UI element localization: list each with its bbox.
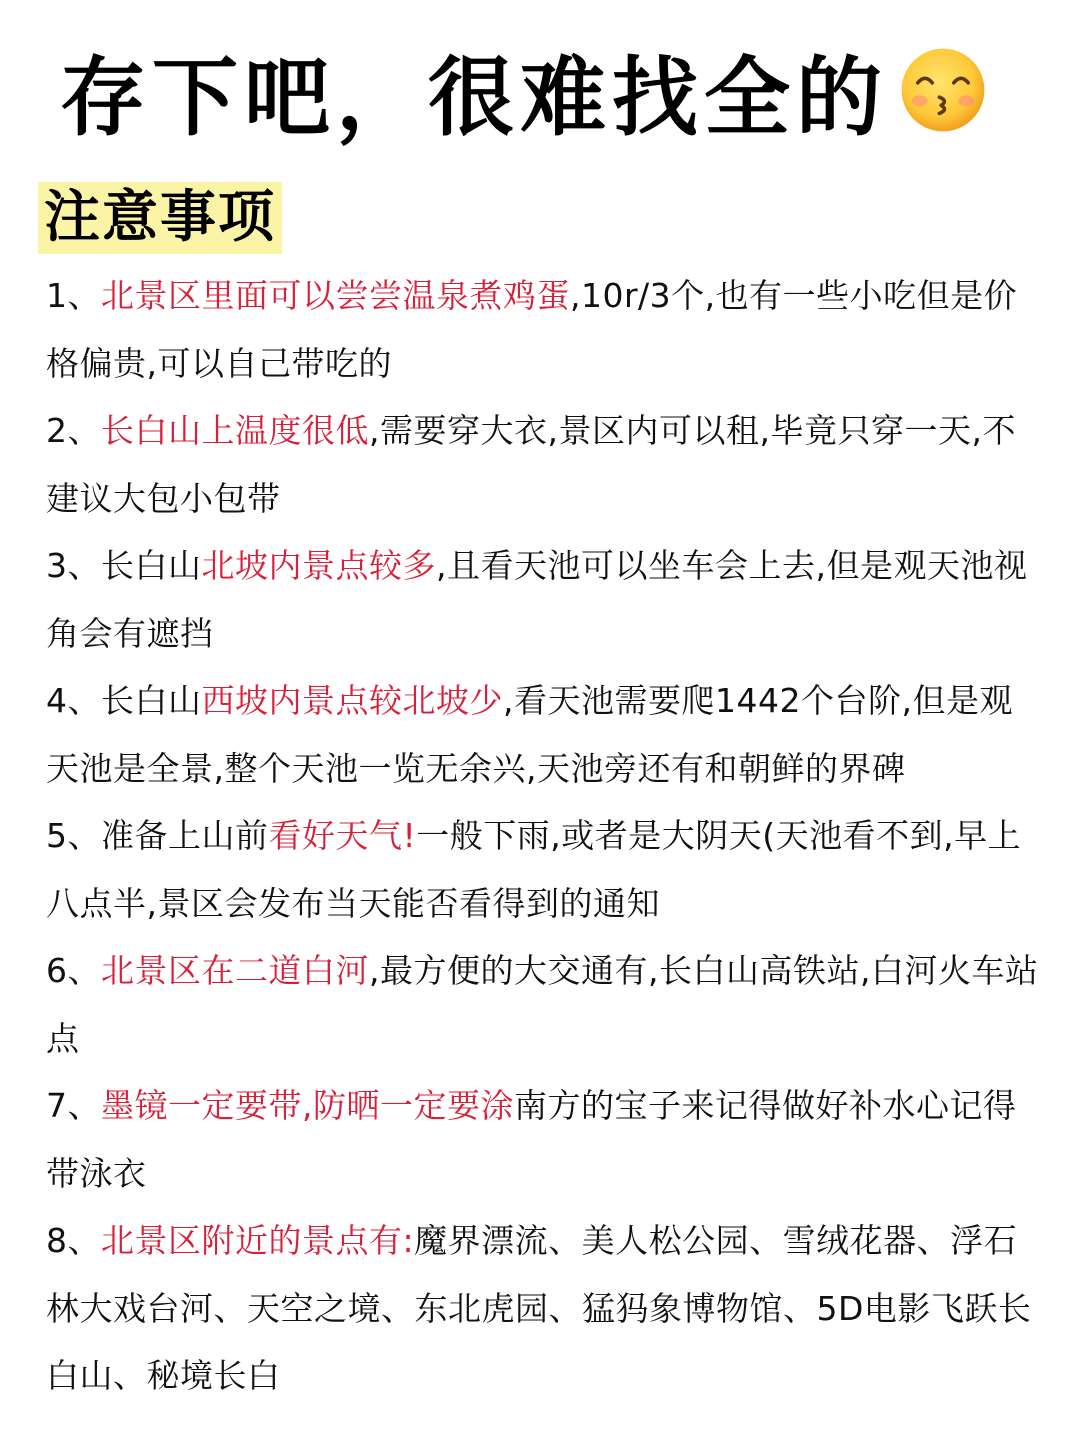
item-number: 1、	[46, 276, 101, 315]
item-text: ,最方便的大交通有,长白山高铁站,白河火车站点	[46, 951, 1039, 1058]
tips-list	[46, 262, 1046, 1410]
section-heading: 注意事项	[38, 182, 282, 254]
item-text: 南方的宝子来记得做好补水心记得带泳衣	[46, 1086, 1017, 1193]
item-highlight: 看好天气!	[268, 816, 417, 855]
item-text: 一般下雨,或者是大阴天(天池看不到,早上八点半,景区会发布当天能否看得到的通知	[46, 816, 1022, 923]
list-item	[46, 397, 1046, 532]
item-text: 魔界漂流、美人松公园、雪绒花器、浮石林大戏台河、天空之境、东北虎园、猛犸象博物馆、5D电影飞跃长白山、秘境长白	[46, 1221, 1032, 1395]
item-highlight: 西坡内景点较北坡少	[201, 681, 503, 720]
item-number: 6、	[46, 951, 101, 990]
list-item	[46, 262, 1046, 397]
item-prefix: 长白山	[101, 681, 202, 720]
list-item	[46, 667, 1046, 802]
item-text: ,10r/3个,也有一些小吃但是价格偏贵,可以自己带吃的	[46, 276, 1018, 383]
item-number: 2、	[46, 411, 101, 450]
item-highlight: 北坡内景点较多	[201, 546, 436, 585]
item-prefix: 准备上山前	[101, 816, 269, 855]
item-highlight: 长白山上温度很低	[101, 411, 369, 450]
item-text: ,且看天池可以坐车会上去,但是观天池视角会有遮挡	[46, 546, 1028, 653]
item-highlight: 北景区在二道白河	[101, 951, 369, 990]
item-number: 4、	[46, 681, 101, 720]
item-highlight: 北景区里面可以尝尝温泉煮鸡蛋	[101, 276, 570, 315]
item-text: ,需要穿大衣,景区内可以租,毕竟只穿一天,不建议大包小包带	[46, 411, 1016, 518]
item-text: ,看天池需要爬1442个台阶,但是观天池是全景,整个天池一览无余兴,天池旁还有和朝鲜的界碑	[46, 681, 1013, 788]
item-number: 7、	[46, 1086, 101, 1125]
list-item	[46, 937, 1046, 1072]
item-number: 8、	[46, 1221, 101, 1260]
kissing-face-icon	[898, 45, 988, 135]
list-item	[46, 532, 1046, 667]
item-highlight: 北景区附近的景点有:	[101, 1221, 415, 1260]
list-item	[46, 1072, 1046, 1207]
item-highlight: 墨镜一定要带,防晒一定要涂	[101, 1086, 514, 1125]
item-number: 5、	[46, 816, 101, 855]
page-title	[60, 30, 1060, 150]
item-number: 3、	[46, 546, 101, 585]
item-prefix: 长白山	[101, 546, 202, 585]
list-item	[46, 1207, 1046, 1410]
list-item	[46, 802, 1046, 937]
page-title-text: 存下吧，很难找全的	[60, 48, 888, 148]
